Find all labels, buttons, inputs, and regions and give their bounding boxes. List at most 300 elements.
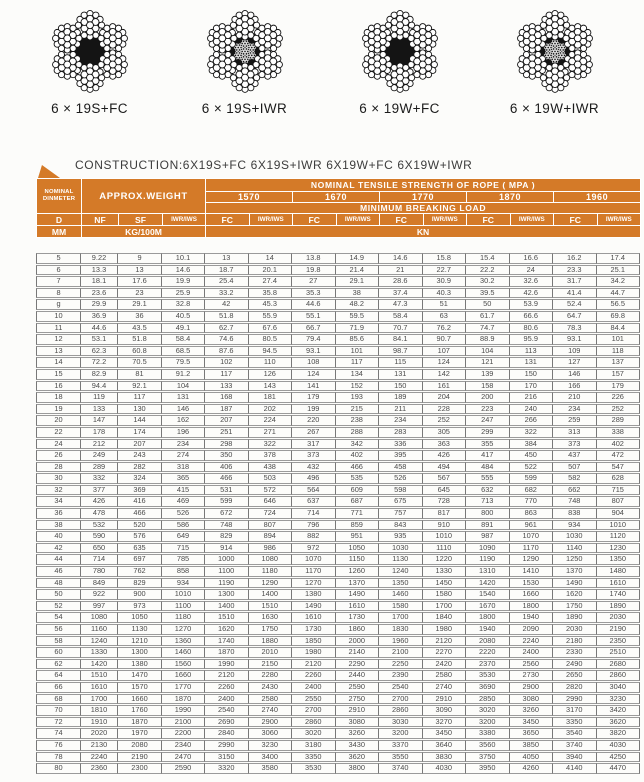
table-cell: 3170: [553, 705, 597, 716]
table-cell: 863: [510, 508, 554, 519]
table-cell: 934: [162, 578, 205, 589]
table-cell: 318: [162, 462, 205, 473]
table-cell: 2350: [597, 636, 641, 647]
table-cell: 2390: [379, 670, 423, 681]
table-cell: 1100: [205, 566, 249, 577]
table-cell: 94.5: [249, 346, 293, 357]
table-row: [36, 323, 640, 334]
table-cell: 3020: [292, 728, 336, 739]
table-cell: 3950: [466, 763, 510, 774]
table-cell: 161: [423, 381, 467, 392]
table-cell: 14.9: [336, 253, 380, 264]
table-cell: 2300: [118, 763, 162, 774]
table-cell: 416: [118, 496, 162, 507]
table-cell: 748: [553, 496, 597, 507]
header-cell-unit-mm: MM: [37, 226, 82, 238]
table-row: [36, 462, 640, 473]
table-cell: 207: [118, 439, 162, 450]
table-cell: 415: [162, 485, 205, 496]
table-cell: 849: [81, 578, 118, 589]
table-cell: 1980: [292, 647, 336, 658]
table-cell: 13: [36, 346, 81, 357]
table-cell: 1960: [379, 636, 423, 647]
table-cell: 961: [510, 520, 554, 531]
table-cell: 682: [510, 485, 554, 496]
table-cell: 2430: [249, 682, 293, 693]
table-cell: 2120: [292, 659, 336, 670]
table-row: [36, 253, 640, 264]
table-cell: 44.6: [292, 299, 336, 310]
table-cell: 1240: [81, 636, 118, 647]
table-cell: 178: [81, 427, 118, 438]
table-cell: 1850: [292, 636, 336, 647]
table-cell: 3530: [466, 670, 510, 681]
table-cell: 25.9: [162, 288, 205, 299]
table-cell: 6: [36, 265, 81, 276]
rope-figure-4: [477, 8, 632, 116]
table-cell: 3200: [466, 717, 510, 728]
table-cell: 1090: [466, 543, 510, 554]
table-cell: 162: [162, 415, 205, 426]
table-cell: 637: [292, 496, 336, 507]
table-cell: 288: [336, 427, 380, 438]
table-cell: 289: [597, 415, 641, 426]
rope-cross-section-icon: [43, 8, 137, 98]
table-cell: 39.5: [466, 288, 510, 299]
table-cell: 202: [249, 404, 293, 415]
table-cell: 817: [423, 508, 467, 519]
table-cell: 251: [205, 427, 249, 438]
table-cell: 64: [36, 670, 81, 681]
table-cell: 1010: [162, 589, 205, 600]
table-cell: 21.4: [336, 265, 380, 276]
table-cell: 98.7: [379, 346, 423, 357]
table-cell: 238: [336, 415, 380, 426]
table-cell: 200: [466, 392, 510, 403]
header-cell-fc: FC: [293, 214, 337, 226]
table-cell: 2280: [249, 670, 293, 681]
table-cell: 1110: [423, 543, 467, 554]
table-cell: 104: [466, 346, 510, 357]
table-cell: 150: [379, 381, 423, 392]
table-cell: 507: [553, 462, 597, 473]
table-cell: 1460: [379, 589, 423, 600]
table-cell: 426: [81, 496, 118, 507]
table-cell: 141: [292, 381, 336, 392]
table-cell: 2370: [466, 659, 510, 670]
table-cell: 2330: [553, 647, 597, 658]
table-cell: 1530: [510, 578, 554, 589]
table-cell: 283: [379, 427, 423, 438]
table-cell: 36: [118, 311, 162, 322]
table-row: [36, 682, 640, 693]
table-cell: 800: [466, 508, 510, 519]
table-cell: 1050: [118, 612, 162, 623]
table-cell: 2290: [336, 659, 380, 670]
table-cell: 18.7: [205, 265, 249, 276]
table-cell: 1140: [553, 543, 597, 554]
table-cell: 1150: [336, 554, 380, 565]
table-cell: 64.7: [553, 311, 597, 322]
table-cell: 503: [249, 473, 293, 484]
table-cell: 3640: [423, 740, 467, 751]
nominal-diameter-line2: DINMETER: [42, 196, 76, 202]
table-cell: 1540: [466, 589, 510, 600]
table-cell: 1660: [118, 694, 162, 705]
table-cell: 196: [162, 427, 205, 438]
table-cell: 134: [336, 369, 380, 380]
table-cell: 60: [36, 647, 81, 658]
table-cell: 466: [336, 462, 380, 473]
table-cell: 224: [249, 415, 293, 426]
table-cell: 3150: [205, 752, 249, 763]
table-cell: 20: [36, 415, 81, 426]
table-cell: 67.6: [249, 323, 293, 334]
table-cell: 299: [466, 427, 510, 438]
table-cell: 48: [36, 578, 81, 589]
table-cell: 74.6: [205, 334, 249, 345]
table-cell: 2580: [423, 670, 467, 681]
table-cell: 1510: [249, 601, 293, 612]
table-cell: 891: [466, 520, 510, 531]
table-cell: 13: [205, 253, 249, 264]
table-cell: 2900: [249, 717, 293, 728]
table-cell: 14.6: [379, 253, 423, 264]
table-cell: 124: [292, 369, 336, 380]
table-cell: 252: [423, 415, 467, 426]
table-cell: 1610: [336, 601, 380, 612]
table-cell: 635: [118, 543, 162, 554]
table-cell: 1660: [162, 670, 205, 681]
table-cell: 1750: [249, 624, 293, 635]
table-cell: 69.8: [597, 311, 641, 322]
table-cell: 27.4: [249, 276, 293, 287]
table-cell: 220: [292, 415, 336, 426]
table-cell: 2540: [205, 705, 249, 716]
table-cell: 28.6: [379, 276, 423, 287]
table-cell: 535: [336, 473, 380, 484]
table-cell: 1170: [510, 543, 554, 554]
table-cell: 55.9: [249, 311, 293, 322]
table-cell: 1750: [553, 601, 597, 612]
table-cell: 987: [466, 531, 510, 542]
table-cell: 74: [36, 728, 81, 739]
table-cell: 859: [336, 520, 380, 531]
table-cell: 193: [336, 392, 380, 403]
table-cell: 133: [81, 404, 118, 415]
table-cell: 531: [205, 485, 249, 496]
table-cell: 38: [36, 520, 81, 531]
table-cell: 15.8: [423, 253, 467, 264]
table-cell: 365: [162, 473, 205, 484]
table-cell: 1570: [118, 682, 162, 693]
rope-cross-section-icon: [353, 8, 447, 98]
table-cell: 3690: [466, 682, 510, 693]
table-row: [36, 473, 640, 484]
table-cell: 2840: [205, 728, 249, 739]
table-cell: 662: [553, 485, 597, 496]
table-cell: 572: [249, 485, 293, 496]
table-cell: 2400: [292, 682, 336, 693]
table-cell: 1490: [292, 601, 336, 612]
table-row: [36, 346, 640, 357]
table-cell: 226: [597, 392, 641, 403]
table-cell: 274: [162, 450, 205, 461]
table-cell: 3180: [292, 740, 336, 751]
table-cell: 807: [597, 496, 641, 507]
table-cell: 1830: [379, 624, 423, 635]
table-cell: 252: [597, 404, 641, 415]
table-cell: 1070: [292, 554, 336, 565]
table-cell: 11: [36, 323, 81, 334]
table-cell: 2560: [510, 659, 554, 670]
table-cell: 3230: [597, 694, 641, 705]
table-cell: 23.3: [553, 265, 597, 276]
header-cell-unit-kg: KG/100M: [82, 226, 206, 238]
table-row: [36, 612, 640, 623]
table-cell: 1880: [249, 636, 293, 647]
table-cell: 972: [292, 543, 336, 554]
table-cell: 8: [36, 288, 81, 299]
table-cell: 12: [36, 334, 81, 345]
table-cell: 1420: [466, 578, 510, 589]
table-cell: 2590: [336, 682, 380, 693]
table-cell: 1400: [249, 589, 293, 600]
table-cell: 1180: [162, 612, 205, 623]
table-cell: 189: [379, 392, 423, 403]
table-cell: 1300: [205, 589, 249, 600]
table-cell: 935: [379, 531, 423, 542]
table-cell: 152: [336, 381, 380, 392]
rope-label: 6 × 19S+IWR: [201, 101, 288, 116]
table-row: [36, 520, 640, 531]
table-cell: 34: [36, 496, 81, 507]
table-cell: 1370: [336, 578, 380, 589]
table-cell: 1700: [423, 601, 467, 612]
table-cell: 3450: [510, 717, 554, 728]
header-cell-iwriws: IWR/IWS: [249, 214, 293, 226]
table-cell: 42: [36, 543, 81, 554]
table-cell: 147: [81, 415, 118, 426]
table-cell: 7: [36, 276, 81, 287]
table-cell: 131: [162, 392, 205, 403]
table-cell: 858: [162, 566, 205, 577]
table-row: [36, 288, 640, 299]
table-cell: 1410: [510, 566, 554, 577]
table-cell: 1730: [292, 624, 336, 635]
table-row: [36, 624, 640, 635]
table-cell: 1760: [118, 705, 162, 716]
table-cell: 38: [336, 288, 380, 299]
table-cell: 234: [162, 439, 205, 450]
table-cell: 838: [553, 508, 597, 519]
table-cell: 384: [510, 439, 554, 450]
table-cell: 15.4: [466, 253, 510, 264]
table-cell: 1940: [510, 612, 554, 623]
table-cell: 52.4: [553, 299, 597, 310]
table-cell: 598: [379, 485, 423, 496]
header-cell-iwriws: IWR/IWS: [510, 214, 554, 226]
table-cell: 137: [597, 357, 641, 368]
table-cell: 72.2: [81, 357, 118, 368]
table-cell: 338: [597, 427, 641, 438]
table-cell: 62.7: [205, 323, 249, 334]
table-cell: 373: [292, 450, 336, 461]
table-cell: 181: [249, 392, 293, 403]
table-cell: 402: [597, 439, 641, 450]
table-cell: 1940: [466, 624, 510, 635]
table-cell: 19: [36, 404, 81, 415]
table-cell: 1660: [510, 589, 554, 600]
table-cell: 4250: [597, 752, 641, 763]
spec-header-table: [36, 178, 641, 238]
table-cell: 2900: [510, 682, 554, 693]
table-row: [36, 694, 640, 705]
table-cell: 1890: [597, 601, 641, 612]
table-cell: 3580: [249, 763, 293, 774]
table-cell: 168: [205, 392, 249, 403]
table-cell: 4030: [597, 740, 641, 751]
table-cell: 95.9: [510, 334, 554, 345]
table-cell: 748: [205, 520, 249, 531]
table-cell: 2250: [379, 659, 423, 670]
table-cell: 406: [205, 462, 249, 473]
table-cell: 650: [81, 543, 118, 554]
table-cell: 54: [36, 612, 81, 623]
table-cell: 1130: [118, 624, 162, 635]
table-cell: 900: [118, 589, 162, 600]
table-cell: 2030: [553, 624, 597, 635]
table-cell: 79.4: [292, 334, 336, 345]
table-cell: 17.4: [597, 253, 641, 264]
table-cell: 1970: [118, 728, 162, 739]
table-cell: 58: [36, 636, 81, 647]
table-cell: 42: [205, 299, 249, 310]
table-cell: 22.7: [423, 265, 467, 276]
table-cell: 377: [81, 485, 118, 496]
table-cell: 21: [379, 265, 423, 276]
table-cell: 1800: [466, 612, 510, 623]
header-cell-fc: FC: [380, 214, 424, 226]
table-cell: 2740: [249, 705, 293, 716]
table-cell: 1450: [423, 578, 467, 589]
header-cell-iwriws: IWR/IWS: [597, 214, 641, 226]
table-row: [36, 763, 640, 774]
table-cell: 1030: [553, 531, 597, 542]
table-row: [36, 728, 640, 739]
table-cell: 243: [118, 450, 162, 461]
table-cell: 1290: [510, 554, 554, 565]
table-cell: 2190: [118, 752, 162, 763]
table-cell: 282: [118, 462, 162, 473]
table-cell: 1220: [423, 554, 467, 565]
table-cell: 28: [36, 462, 81, 473]
table-cell: 402: [336, 450, 380, 461]
table-cell: 78: [36, 752, 81, 763]
table-cell: 16.2: [553, 253, 597, 264]
table-cell: 496: [292, 473, 336, 484]
table-cell: 2470: [162, 752, 205, 763]
table-cell: 3350: [292, 752, 336, 763]
table-cell: 166: [553, 381, 597, 392]
table-row: [36, 299, 640, 310]
table-row: [36, 381, 640, 392]
table-cell: 910: [423, 520, 467, 531]
table-cell: 697: [118, 554, 162, 565]
table-cell: 40.3: [423, 288, 467, 299]
table-cell: 25.1: [597, 265, 641, 276]
table-row: [36, 578, 640, 589]
table-cell: 60.8: [118, 346, 162, 357]
table-cell: 2020: [81, 728, 118, 739]
table-cell: 266: [510, 415, 554, 426]
table-cell: 3320: [205, 763, 249, 774]
table-row: [36, 439, 640, 450]
table-cell: 48.2: [336, 299, 380, 310]
table-cell: 649: [162, 531, 205, 542]
table-cell: 4260: [510, 763, 554, 774]
table-cell: 672: [205, 508, 249, 519]
table-cell: 2180: [553, 636, 597, 647]
table-cell: 2270: [423, 647, 467, 658]
table-cell: 2100: [162, 717, 205, 728]
table-cell: 914: [205, 543, 249, 554]
table-cell: 3260: [510, 705, 554, 716]
table-cell: 2010: [249, 647, 293, 658]
table-cell: 1180: [249, 566, 293, 577]
table-cell: 373: [553, 439, 597, 450]
table-cell: 4140: [553, 763, 597, 774]
table-row: [36, 740, 640, 751]
header-cell-fc: FC: [206, 214, 250, 226]
table-cell: 216: [510, 392, 554, 403]
table-cell: 2730: [510, 670, 554, 681]
table-cell: 355: [466, 439, 510, 450]
header-cell-strength: 1960: [554, 192, 641, 203]
table-cell: 1490: [553, 578, 597, 589]
table-cell: 395: [379, 450, 423, 461]
table-cell: 146: [553, 369, 597, 380]
table-cell: 144: [118, 415, 162, 426]
table-cell: 2740: [423, 682, 467, 693]
table-cell: 58.4: [162, 334, 205, 345]
table-row: [36, 485, 640, 496]
table-cell: 2990: [205, 740, 249, 751]
table-cell: 522: [510, 462, 554, 473]
table-cell: 322: [249, 439, 293, 450]
table-cell: 51.8: [205, 311, 249, 322]
table-cell: 785: [162, 554, 205, 565]
table-cell: 76: [36, 740, 81, 751]
table-cell: 1350: [379, 578, 423, 589]
table-cell: 22.2: [466, 265, 510, 276]
table-cell: 131: [379, 369, 423, 380]
table-cell: 110: [249, 357, 293, 368]
header-cell-approx-weight: APPROX.WEIGHT: [82, 179, 206, 214]
table-cell: 2860: [379, 705, 423, 716]
table-cell: 1990: [205, 659, 249, 670]
table-cell: 2100: [379, 647, 423, 658]
table-cell: 70: [36, 705, 81, 716]
rope-figure-3: [322, 8, 477, 116]
table-cell: 350: [205, 450, 249, 461]
table-cell: 3560: [466, 740, 510, 751]
table-cell: 576: [118, 531, 162, 542]
table-cell: 1380: [118, 659, 162, 670]
table-cell: 113: [510, 346, 554, 357]
table-cell: 1490: [336, 589, 380, 600]
table-cell: 3380: [466, 728, 510, 739]
